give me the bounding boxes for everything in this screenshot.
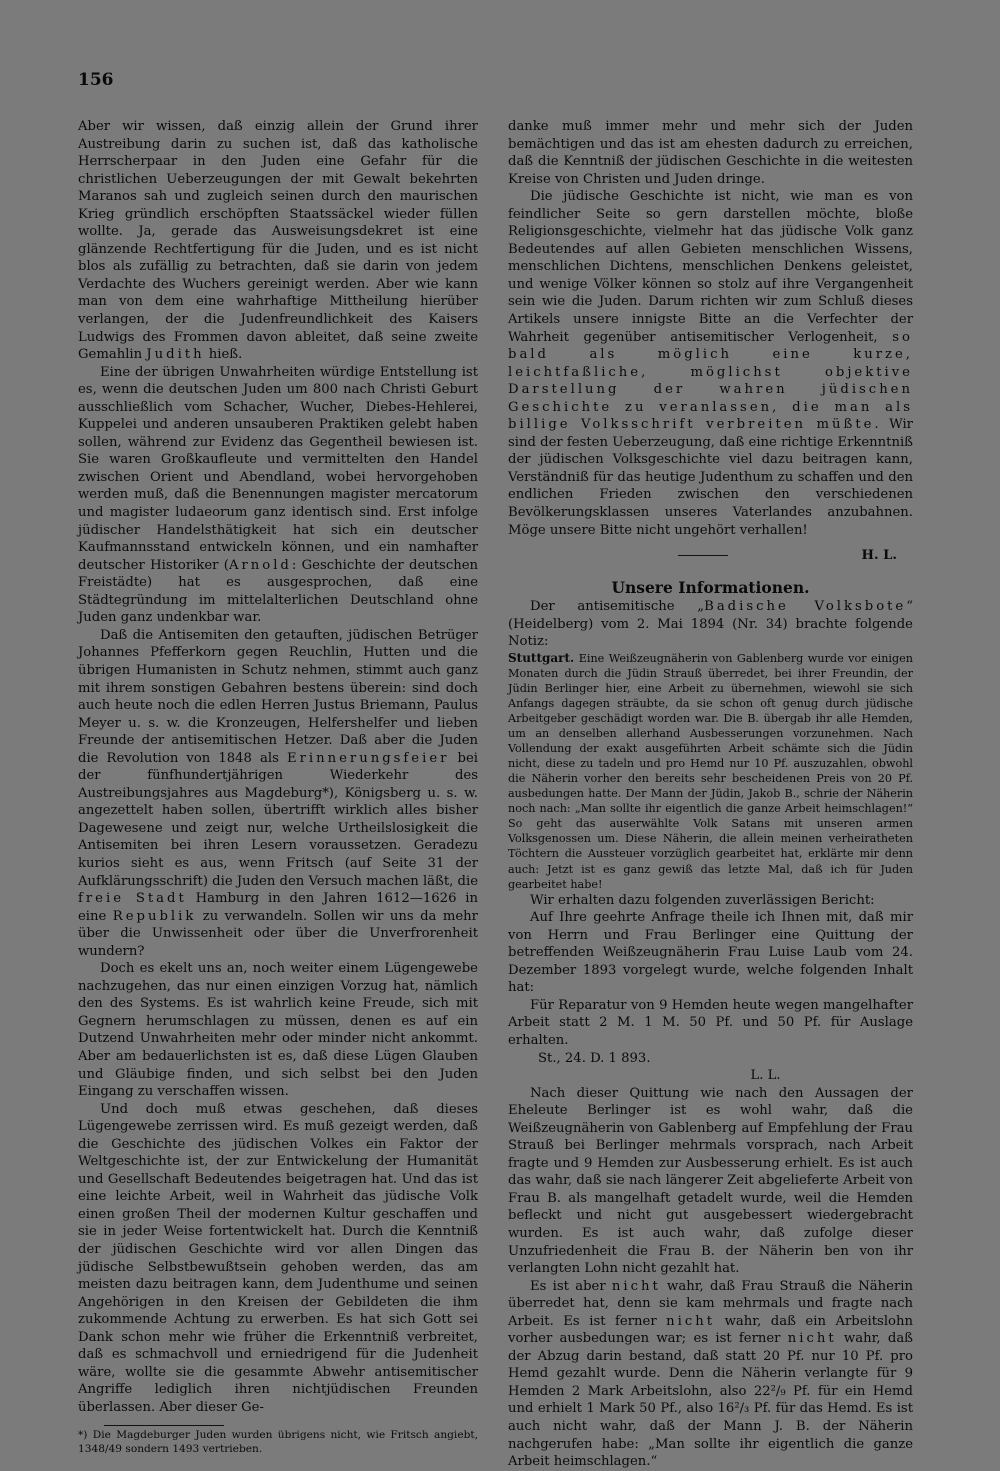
emphasized-name: Judith xyxy=(146,347,205,363)
paragraph: Nach dieser Quittung wie nach den Aussagen der Eheleute Berlinger ist es wohl wahr, daß die Weißzeugnäherin von Gablenberg auf Empfehlung der Frau Strauß bei Berlinger mehrmals vorsprach, nach Arbeit fragte und 9 Hemden zur Ausbesserung erhielt. Es ist auch das wahr, daß sie nach längerer Zeit abgelieferte Arbeit von Frau B. als mangelhaft getadelt wurde, weil die Hemden befleckt und nicht gut ausgebessert wiedergebracht wurden. Es ist auch wahr, daß zufolge dieser Unzufriedenheit die Frau B. der Näherin ben von ihr verlangten Lohn nicht gezahlt hat. xyxy=(508,1085,913,1277)
divider xyxy=(678,555,728,556)
receipt-date: St., 24. D. 1 893. xyxy=(538,1050,651,1066)
paragraph: Und doch muß etwas geschehen, daß dieses Lügengewebe zerrissen wird. Es muß gezeigt werden, daß die Geschichte des jüdischen Volkes ein Faktor der Weltgeschichte ist, der zur Entwickelung der Humanität und Gesellschaft Bedeutendes beigetragen hat. Und das ist eine leichte Arbeit, weil in Wahrheit das jüdische Volk einen großen Theil der modernen Kultur geschaffen und sie in jeder Weise fortentwickelt hat. Durch die Kenntniß der jüdischen Geschichte wird vor allen Dingen das jüdische Selbstbewußtsein gehoben werden, das am meisten dazu beitragen kann, dem Judenthume und seinen Angehörigen in den Kreisen der Gebildeten die ihm zukommende Achtung zu erwerben. Es hat sich Gott sei Dank schon mehr wie früher die Erkenntniß verbreitet, daß es schmachvoll und erniedrigend für die Judenheit wäre, wollte sie die gesammte Abwehr antisemitischer Angriffe lediglich ihren nichtjüdischen Freunden überlassen. Aber dieser Ge- xyxy=(78,1101,478,1415)
newspaper-name: Badische Volksbote xyxy=(704,599,907,615)
receipt-text: Für Reparatur von 9 Hemden heute wegen mangelhafter Arbeit statt 2 M. 1 M. 50 Pf. und 50 Pf. für Auslage erhalten. xyxy=(508,997,913,1048)
paragraph: Eine der übrigen Unwahrheiten würdige Entstellung ist es, wenn die deutschen Juden um 800 nach Christi Geburt ausschließlich vom Schacher, Wucher, Diebes-Hehlerei, Kuppelei und anderen unsauberen Praktiken gelebt haben sollen, während zur Evidenz das Gegentheil bewiesen ist. Sie waren Großkaufleute und vermittelten den Handel zwischen Orient und Abendland, wobei hervorgehoben werden muß, daß die Benennungen magister mercatorum und magister ludaeorum ganz identisch sind. Erst infolge jüdischer Handelsthätigkeit hat sich ein deutscher Kaufmannsstand entwickeln können, und ein namhafter deutscher Historiker (Arnold: Geschichte der deutschen Freistädte) hat es ausgesprochen, daß eine Städtegründung im mittelalterlichen Deutschland ohne Juden ganz undenkbar war. xyxy=(78,364,478,626)
paragraph: Die jüdische Geschichte ist nicht, wie man es von feindlicher Seite so gern darstellen möchte, bloße Religionsgeschichte, vielmehr hat das jüdische Volk ganz Bedeutendes auf allen Gebieten menschlichen Wissens, menschlichen Dichtens, menschlichen Denkens geleistet, und wenige Völker können so stolz auf ihre Vergangenheit sein wie die Juden. Darum richten wir zum Schluß dieses Artikels unsere innigste Bitte an die Verfechter der Wahrheit gegenüber antisemitischer Verlogenheit, so bald als möglich eine kurze, leichtfaßliche, möglichst objektive Darstellung der wahren jüdischen Geschichte zu veranlassen, die man als billige Volksschrift verbreiten müßte. Wir sind der festen Ueberzeugung, daß eine richtige Erkenntniß der jüdischen Volksgeschichte viel dazu beitragen kann, Verständniß für das heutige Judenthum zu schaffen und den endlichen Frieden zwischen den verschiedenen Bevölkerungsklassen unseres Vaterlandes anzubahnen. Möge unsere Bitte nicht ungehört verhallen! xyxy=(508,189,913,538)
section-heading: Unsere Informationen. xyxy=(611,577,810,597)
right-column xyxy=(508,118,913,1471)
paragraph: Aber wir wissen, daß einzig allein der Grund ihrer Austreibung darin zu suchen ist, daß das katholische Herrscherpaar in den Juden eine Gefahr für die christlichen Ueberzeugungen der mit Gewalt bekehrten Maranos sah und zugleich seinen durch den maurischen Krieg gründlich erschöpften Staatssäckel wieder füllen wollte. Ja, gerade das Ausweisungsdekret ist eine glänzende Rechtfertigung für die Juden, und es ist nicht blos als zufällig zu betrachten, daß sie darin von jedem Verdachte des Wuchers gereinigt werden. Aber wie kann man von dem eine wahrhaftige Mittheilung hierüber verlangen, der die Judenfreundlichkeit des Kaisers Ludwigs des Frommen davon ableitet, daß seine zweite Gemahlin Judith hieß. xyxy=(78,119,478,363)
quoted-notice: Stuttgart. Eine Weißzeugnäherin von Gablenberg wurde vor einigen Monaten durch die Jüdin Strauß überredet, bei ihrer Freundin, der Jüdin Berlinger hier, eine Arbeit zu übernehmen, wiewohl sie sich Anfangs dagegen sträubte, da sie schon oft genug durch jüdische Arbeitgeber geschädigt worden war. Die B. übergab ihr alle Hemden, um an denselben allerhand Ausbesserungen vorzunehmen. Nach Vollendung der exakt ausgeführten Arbeit schämte sich die Jüdin nicht, diese zu tadeln und pro Hemd nur 10 Pf. auszuzahlen, obwohl die Näherin vorher den bereits sehr bescheidenen Preis von 20 Pf. ausbedungen hatte. Der Mann der Jüdin, Jakob B., schrie der Näherin noch nach: „Man sollte ihr eigentlich die ganze Arbeit heimschlagen!“ So geht das auserwählte Volk Satans mit unseren armen Volksgenossen um. Diese Näherin, die allein meinen verheiratheten Töchtern die Aussteuer vorzüglich gearbeitet hat, erklärte mir denn auch: Jetzt ist es ganz gewiß das letzte Mal, daß ich für Juden gearbeitet habe! xyxy=(508,650,914,891)
paragraph: danke muß immer mehr und mehr sich der Juden bemächtigen und das ist am ehesten dadurch zu erreichen, daß die Kenntniß der jüdischen Geschichte in die weitesten Kreise von Christen und Juden dringe. xyxy=(508,119,913,187)
emphasized-name: Arnold xyxy=(228,557,292,573)
page-number: 156 xyxy=(78,70,114,90)
author-signature: H. L. xyxy=(861,548,897,564)
paragraph: Wir erhalten dazu folgenden zuverlässigen Bericht: xyxy=(530,892,875,908)
footnote-divider xyxy=(104,1425,224,1426)
paragraph: Der antisemitische „Badische Volksbote“ (Heidelberg) vom 2. Mai 1894 (Nr. 34) brachte folgende Notiz: xyxy=(508,599,913,650)
footnote: *) Die Magdeburger Juden wurden übrigens nicht, wie Fritsch angiebt, 1348/49 sondern 1493 vertrieben. xyxy=(78,1429,478,1456)
emphasized-passage: so bald als möglich eine kurze, leichtfaßliche, möglichst objektive Darstellung der wahren jüdischen Geschichte zu veranlassen, die man als billige Volksschrift verbreiten müßte. xyxy=(508,329,913,433)
paragraph: Daß die Antisemiten den getauften, jüdischen Betrüger Johannes Pfefferkorn gegen Reuchlin, Hutten und die übrigen Humanisten in Schutz nehmen, stimmt auch ganz mit ihrem sonstigen Gebahren bestens überein: sind doch auch heute noch die edlen Herren Justus Briemann, Paulus Meyer u. s. w. die Kronzeugen, Helfershelfer und lieben Freunde der antisemitischen Hetzer. Daß aber die Juden die Revolution von 1848 als Erinnerungsfeier bei der fünfhundertjährigen Wiederkehr des Austreibungsjahres aus Magdeburg*), Königsberg u. s. w. angezettelt haben sollen, übertrifft wirklich alles bisher Dagewesene und zeigt nur, welche Urtheilslosigkeit die Antisemiten bei ihren Lesern voraussetzen. Geradezu kurios sieht es aus, wenn Fritsch (auf Seite 31 der Aufklärungsschrift) die Juden den Versuch machen läßt, die freie Stadt Hamburg in den Jahren 1612—1626 in eine Republik zu verwandeln. Sollen wir uns da mehr über die Unwissenheit oder über die Unverfrorenheit wundern? xyxy=(78,627,478,959)
paragraph: Auf Ihre geehrte Anfrage theile ich Ihnen mit, daß mir von Herrn und Frau Berlinger eine Quittung der betreffenden Weißzeugnäherin Frau Luise Laub vom 24. Dezember 1893 vorgelegt wurde, welche folgenden Inhalt hat: xyxy=(508,910,913,996)
receipt-signature: L. L. xyxy=(750,1068,781,1084)
dateline: Stuttgart. xyxy=(508,650,575,665)
signature-row xyxy=(508,547,913,565)
left-column xyxy=(78,118,478,1456)
paragraph: Doch es ekelt uns an, noch weiter einem Lügengewebe nachzugehen, das nur einen einzigen Vorzug hat, nämlich den des Systems. Es ist wahrlich keine Freude, sich mit Gegnern herumschlagen zu müssen, denen es auf ein Dutzend Unwahrheiten mehr oder minder nicht ankommt. Aber am bedauerlichsten ist es, daß diese Lügen Glauben und Gläubige finden, und sich selbst bei den Juden Eingang zu verschaffen wissen. xyxy=(78,961,478,1100)
paragraph: Es ist aber nicht wahr, daß Frau Strauß die Näherin überredet hat, denn sie kam mehrmals und fragte nach Arbeit. Es ist ferner nicht wahr, daß ein Arbeitslohn vorher ausbedungen war; es ist ferner nicht wahr, daß der Abzug darin bestand, daß statt 20 Pf. nur 10 Pf. pro Hemd gezahlt wurde. Denn die Näherin verlangte für 9 Hemden 2 Mark Arbeitslohn, also 22²/₉ Pf. für ein Hemd und erhielt 1 Mark 50 Pf., also 16²/₃ Pf. für das Hemd. Es ist auch nicht wahr, daß der Mann J. B. der Näherin nachgerufen habe: „Man sollte ihr eigentlich die ganze Arbeit heimschlagen.“ xyxy=(508,1278,913,1470)
